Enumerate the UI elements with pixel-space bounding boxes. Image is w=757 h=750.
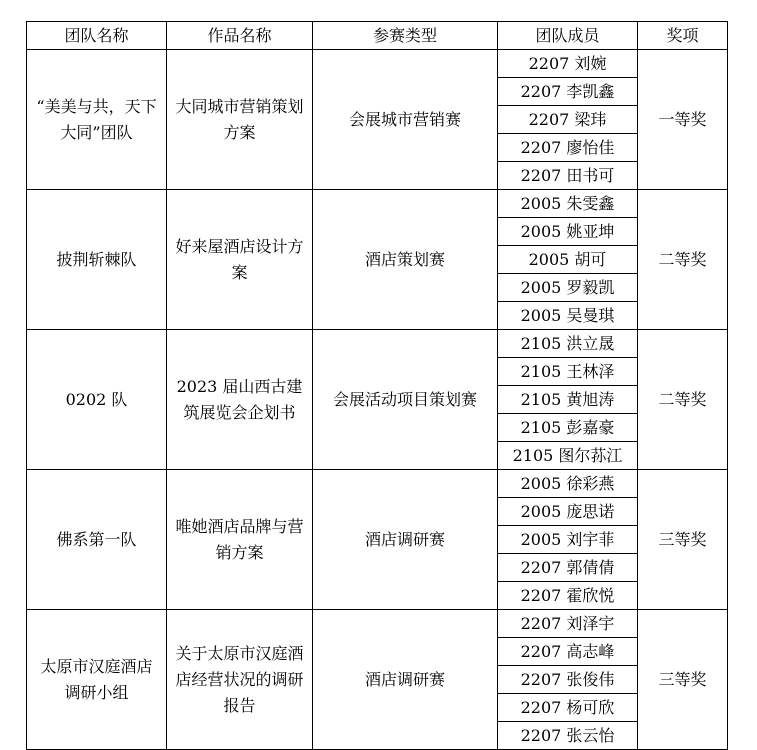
award-cell: 三等奖 bbox=[638, 470, 728, 610]
member-cell: 2207 张云怡 bbox=[498, 722, 638, 750]
award-cell: 三等奖 bbox=[638, 610, 728, 750]
member-cell: 2207 高志峰 bbox=[498, 638, 638, 666]
member-cell: 2207 刘泽宇 bbox=[498, 610, 638, 638]
header-work-name: 作品名称 bbox=[167, 22, 313, 50]
member-cell: 2005 吴曼琪 bbox=[498, 302, 638, 330]
team-name-cell: “美美与共，天下大同”团队 bbox=[27, 50, 167, 190]
team-name-cell: 佛系第一队 bbox=[27, 470, 167, 610]
member-cell: 2105 彭嘉豪 bbox=[498, 414, 638, 442]
header-team-name: 团队名称 bbox=[27, 22, 167, 50]
work-name-cell: 2023 届山西古建筑展览会企划书 bbox=[167, 330, 313, 470]
header-category: 参赛类型 bbox=[313, 22, 498, 50]
member-cell: 2105 洪立晟 bbox=[498, 330, 638, 358]
header-award: 奖项 bbox=[638, 22, 728, 50]
member-cell: 2207 李凯鑫 bbox=[498, 78, 638, 106]
member-cell: 2005 朱雯鑫 bbox=[498, 190, 638, 218]
category-cell: 会展活动项目策划赛 bbox=[313, 330, 498, 470]
award-cell: 二等奖 bbox=[638, 330, 728, 470]
header-members: 团队成员 bbox=[498, 22, 638, 50]
member-cell: 2005 庞思诺 bbox=[498, 498, 638, 526]
category-cell: 酒店调研赛 bbox=[313, 610, 498, 750]
member-cell: 2207 刘婉 bbox=[498, 50, 638, 78]
work-name-cell: 唯她酒店品牌与营销方案 bbox=[167, 470, 313, 610]
award-cell: 二等奖 bbox=[638, 190, 728, 330]
member-cell: 2105 王林泽 bbox=[498, 358, 638, 386]
work-name-cell: 关于太原市汉庭酒店经营状况的调研报告 bbox=[167, 610, 313, 750]
member-cell: 2207 霍欣悦 bbox=[498, 582, 638, 610]
member-cell: 2105 图尔荪江 bbox=[498, 442, 638, 470]
table-body bbox=[27, 50, 728, 750]
header-row bbox=[27, 22, 728, 50]
awards-document bbox=[26, 21, 728, 750]
award-cell: 一等奖 bbox=[638, 50, 728, 190]
category-cell: 酒店策划赛 bbox=[313, 190, 498, 330]
table-row bbox=[27, 330, 728, 358]
member-cell: 2207 梁玮 bbox=[498, 106, 638, 134]
member-cell: 2005 姚亚坤 bbox=[498, 218, 638, 246]
member-cell: 2005 刘宇菲 bbox=[498, 526, 638, 554]
work-name-cell: 好来屋酒店设计方案 bbox=[167, 190, 313, 330]
team-name-cell: 0202 队 bbox=[27, 330, 167, 470]
member-cell: 2207 张俊伟 bbox=[498, 666, 638, 694]
work-name-cell: 大同城市营销策划方案 bbox=[167, 50, 313, 190]
awards-table bbox=[26, 21, 728, 750]
table-row bbox=[27, 610, 728, 638]
member-cell: 2207 郭倩倩 bbox=[498, 554, 638, 582]
team-name-cell: 披荆斩棘队 bbox=[27, 190, 167, 330]
member-cell: 2005 胡可 bbox=[498, 246, 638, 274]
member-cell: 2207 杨可欣 bbox=[498, 694, 638, 722]
category-cell: 会展城市营销赛 bbox=[313, 50, 498, 190]
member-cell: 2207 廖怡佳 bbox=[498, 134, 638, 162]
member-cell: 2105 黄旭涛 bbox=[498, 386, 638, 414]
table-row bbox=[27, 50, 728, 78]
category-cell: 酒店调研赛 bbox=[313, 470, 498, 610]
member-cell: 2207 田书可 bbox=[498, 162, 638, 190]
table-row bbox=[27, 470, 728, 498]
table-row bbox=[27, 190, 728, 218]
member-cell: 2005 罗毅凯 bbox=[498, 274, 638, 302]
member-cell: 2005 徐彩燕 bbox=[498, 470, 638, 498]
team-name-cell: 太原市汉庭酒店调研小组 bbox=[27, 610, 167, 750]
